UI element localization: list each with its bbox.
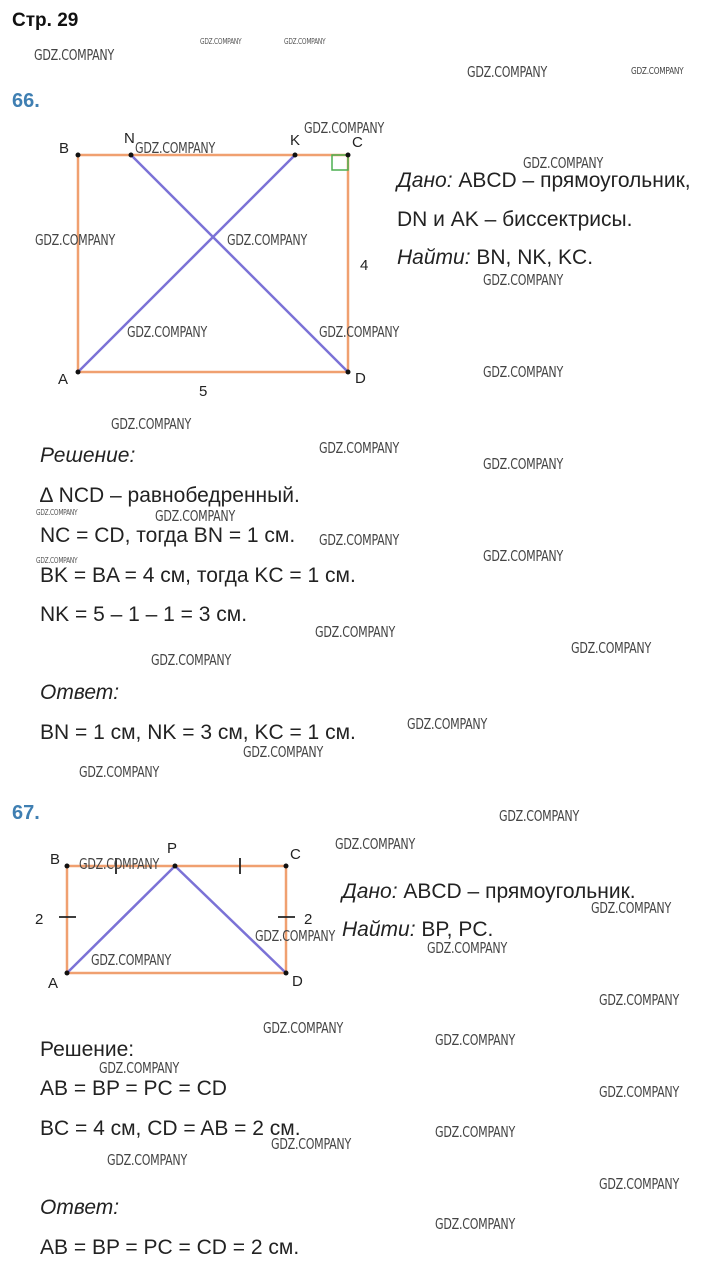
task-66-answer: BN = 1 см, NK = 3 см, KC = 1 см. <box>40 721 356 744</box>
watermark: GDZ.COMPANY <box>435 1215 515 1233</box>
task-67-answer: AB = BP = PC = CD = 2 см. <box>40 1236 300 1259</box>
label-k: K <box>290 132 301 149</box>
given-label: Дано: <box>397 169 453 192</box>
label-b: B <box>59 140 70 157</box>
label-d: D <box>355 370 366 387</box>
find-label: Найти: <box>397 246 471 269</box>
watermark: GDZ.COMPANY <box>483 363 563 381</box>
watermark: GDZ.COMPANY <box>227 231 307 249</box>
task-67-answer-label: Ответ: <box>40 1196 120 1219</box>
label-c: C <box>290 846 301 863</box>
task-66-solution-label: Решение: <box>40 444 136 467</box>
watermark: GDZ.COMPANY <box>319 323 399 341</box>
watermark: GDZ.COMPANY <box>36 556 78 565</box>
task-67-number: 67. <box>12 802 40 824</box>
task-67-solution-line: BC = 4 см, CD = AB = 2 см. <box>40 1117 301 1140</box>
watermark: GDZ.COMPANY <box>631 66 684 77</box>
watermark: GDZ.COMPANY <box>319 531 399 549</box>
task-66-solution-line: NC = CD, тогда BN = 1 см. <box>40 524 296 547</box>
watermark: GDZ.COMPANY <box>99 1059 179 1077</box>
watermark: GDZ.COMPANY <box>407 715 487 733</box>
point-b <box>65 864 70 869</box>
watermark: GDZ.COMPANY <box>135 139 215 157</box>
label-side-cd: 2 <box>304 911 313 928</box>
label-c: C <box>352 134 363 151</box>
label-a: A <box>48 975 59 992</box>
watermark: GDZ.COMPANY <box>427 939 507 957</box>
task-67-solution-label: Решение: <box>40 1038 135 1061</box>
watermark: GDZ.COMPANY <box>523 154 603 172</box>
label-d: D <box>292 973 303 990</box>
task-66-answer-label: Ответ: <box>40 681 120 704</box>
label-a: A <box>58 371 69 388</box>
label-side-ab: 2 <box>35 911 44 928</box>
watermark: GDZ.COMPANY <box>263 1019 343 1037</box>
point-c <box>284 864 289 869</box>
label-n: N <box>124 130 135 147</box>
find-text: BN, NK, KC. <box>470 246 594 269</box>
watermark: GDZ.COMPANY <box>36 508 78 517</box>
watermark: GDZ.COMPANY <box>315 623 395 641</box>
label-side-ad: 5 <box>199 383 208 400</box>
watermark: GDZ.COMPANY <box>34 46 114 64</box>
watermark: GDZ.COMPANY <box>271 1135 351 1153</box>
watermark: GDZ.COMPANY <box>483 455 563 473</box>
watermark: GDZ.COMPANY <box>91 951 171 969</box>
task-66-solution-line: NK = 5 – 1 – 1 = 3 см. <box>40 603 248 626</box>
find-text: BP, PC. <box>415 918 494 941</box>
watermark: GDZ.COMPANY <box>79 855 159 873</box>
task-66-number: 66. <box>12 90 40 112</box>
label-p: P <box>167 840 178 857</box>
point-p <box>173 864 178 869</box>
label-side-cd: 4 <box>360 257 369 274</box>
given-label: Дано: <box>342 880 398 903</box>
given-text: ABCD – прямоугольник, <box>452 169 691 192</box>
watermark: GDZ.COMPANY <box>483 271 563 289</box>
watermark: GDZ.COMPANY <box>467 63 547 81</box>
segment-dp <box>175 866 286 973</box>
watermark: GDZ.COMPANY <box>284 37 326 46</box>
task-66-solution-line: BK = BA = 4 см, тогда KC = 1 см. <box>40 564 356 587</box>
watermark: GDZ.COMPANY <box>79 763 159 781</box>
watermark: GDZ.COMPANY <box>435 1031 515 1049</box>
watermark: GDZ.COMPANY <box>591 899 671 917</box>
watermark: GDZ.COMPANY <box>599 1083 679 1101</box>
watermark: GDZ.COMPANY <box>571 639 651 657</box>
label-b: B <box>50 851 61 868</box>
point-a <box>65 971 70 976</box>
task-66-given-line2: DN и AK – биссектрисы. <box>397 208 633 231</box>
watermark: GDZ.COMPANY <box>319 439 399 457</box>
watermark: GDZ.COMPANY <box>335 835 415 853</box>
given-text: ABCD – прямоугольник. <box>397 880 636 903</box>
watermark: GDZ.COMPANY <box>111 415 191 433</box>
watermark: GDZ.COMPANY <box>151 651 231 669</box>
find-label: Найти: <box>342 918 416 941</box>
point-d <box>284 971 289 976</box>
page-title: Стр. 29 <box>12 10 79 31</box>
watermark: GDZ.COMPANY <box>499 807 579 825</box>
watermark: GDZ.COMPANY <box>599 1175 679 1193</box>
watermark: GDZ.COMPANY <box>435 1123 515 1141</box>
task-66-solution-line: ∆ NCD – равнобедренный. <box>40 484 300 507</box>
task-67-solution-line: AB = BP = PC = CD <box>40 1077 227 1100</box>
watermark: GDZ.COMPANY <box>599 991 679 1009</box>
watermark: GDZ.COMPANY <box>127 323 207 341</box>
watermark: GDZ.COMPANY <box>243 743 323 761</box>
watermark: GDZ.COMPANY <box>155 507 235 525</box>
watermark: GDZ.COMPANY <box>255 927 335 945</box>
watermark: GDZ.COMPANY <box>304 119 384 137</box>
watermark: GDZ.COMPANY <box>200 37 242 46</box>
watermark: GDZ.COMPANY <box>107 1151 187 1169</box>
watermark: GDZ.COMPANY <box>483 547 563 565</box>
watermark: GDZ.COMPANY <box>35 231 115 249</box>
